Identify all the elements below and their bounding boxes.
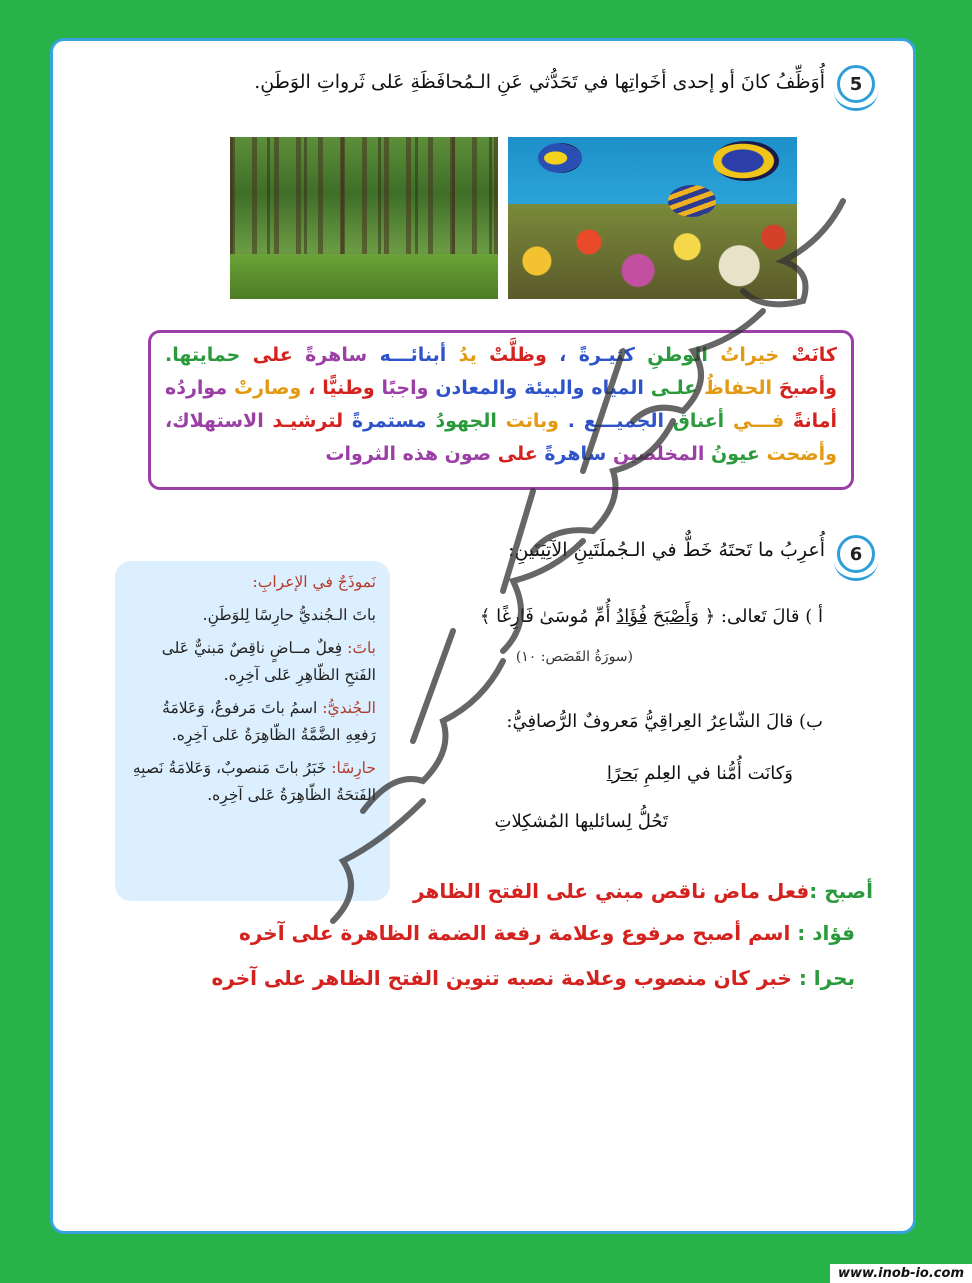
passage-word: الجميـــع . bbox=[558, 410, 665, 432]
passage-word: مواردُه bbox=[165, 377, 228, 399]
model-line-1: باتَ: فِعلٌ مــاضٍ ناقِصٌ مَبنيٌّ عَلى الفَتحِ الظّاهِرِ عَلى آخِرِه. bbox=[161, 639, 376, 684]
passage-word: واجبًا bbox=[374, 377, 429, 399]
passage-word: خيراتُ bbox=[707, 344, 780, 366]
underlined-word-asbaha: أَصْبَحَ bbox=[652, 606, 691, 627]
question-6-number: 6 bbox=[837, 535, 875, 573]
forest-image bbox=[230, 137, 498, 299]
passage-word: على bbox=[491, 443, 538, 465]
passage-word: الاستهلاك، bbox=[165, 410, 264, 432]
answer-text-3: خبر كان منصوب وعلامة نصبه تنوين الفتح الظاهر على آخره bbox=[211, 966, 799, 990]
fish-shape bbox=[713, 141, 779, 181]
answer-line-1 bbox=[413, 879, 873, 903]
fish-shape bbox=[538, 143, 582, 173]
model-sentence: باتَ الـجُنديُّ حارِسًا لِلوَطَنِ. bbox=[202, 606, 376, 624]
quran-verse: ﴿ وَأَصْبَحَ فُؤَادُ أُمِّ مُوسَىٰ فَارِغًا ﴾ bbox=[479, 606, 716, 627]
answer-line-2 bbox=[239, 921, 855, 945]
passage-word: حمايتها. bbox=[165, 344, 241, 366]
passage-word: أبنائـــه bbox=[367, 344, 447, 366]
passage-word: عيونُ bbox=[704, 443, 760, 465]
question-5-text: أُوَظِّفُ كانَ أو إحدى أخَواتِها في تَحَدُّثي عَنِ الـمُحافَظَةِ عَلى ثَرواتِ الوَطَنِ. bbox=[254, 71, 825, 93]
passage-word: أعناق bbox=[664, 410, 725, 432]
passage-word: وصارتْ bbox=[227, 377, 302, 399]
passage-word: يدُ bbox=[446, 344, 477, 366]
answer-text-1: فعل ماض ناقص مبني على الفتح الظاهر bbox=[413, 879, 810, 903]
worksheet-page bbox=[50, 38, 916, 1234]
answer-word-3: بحرا : bbox=[798, 966, 855, 990]
question-5-number: 5 bbox=[837, 65, 875, 103]
model-word-1: باتَ: bbox=[347, 639, 376, 657]
passage-word: هذه الثروات bbox=[325, 443, 439, 465]
passage-word: الجهودُ bbox=[426, 410, 497, 432]
passage-word: مستمرةً bbox=[343, 410, 427, 432]
model-line-2: الـجُنديُّ: اسمُ باتَ مَرفوعٌ، وَعَلامَةُ رَفعِهِ الضَّمَّةُ الظّاهِرَةُ عَلى آخِرِه. bbox=[162, 699, 376, 744]
passage-word: أمانةً bbox=[784, 410, 837, 432]
model-title: نَموذَجٌ في الإعرابِ: bbox=[252, 573, 376, 591]
answer-word-2: فؤاد : bbox=[797, 921, 855, 945]
question-6b: ب) قالَ الشّاعِرُ العِراقِيُّ مَعروفٌ الرُّصافِيُّ: bbox=[506, 711, 823, 732]
passage-word: علـى bbox=[643, 377, 698, 399]
question-6-text: أُعرِبُ ما تَحتَهُ خَطٌّ في الـجُملَتَينِ الآتِيَتَينِ: bbox=[508, 539, 825, 561]
poem-line-1: وَكانَت أُمُّنا في العِلمِ بَحرًا bbox=[606, 763, 793, 784]
passage-word: وطنيًّا ، bbox=[301, 377, 375, 399]
passage-box bbox=[148, 330, 854, 490]
verse-source: (سورَةُ القَصَص: ١٠) bbox=[515, 649, 633, 665]
passage-word: وأصبحَ bbox=[771, 377, 837, 399]
fish-shape bbox=[668, 185, 716, 217]
passage-word: الحفاظُ bbox=[697, 377, 772, 399]
parsing-model-box bbox=[115, 561, 390, 901]
passage-word: وباتت bbox=[496, 410, 559, 432]
answer-word-1: أصبح : bbox=[809, 879, 873, 903]
question-6a-intro: قالَ تَعالى: bbox=[720, 606, 800, 627]
passage-word: كانَتْ bbox=[779, 344, 837, 366]
passage-word: المخلصين bbox=[606, 443, 705, 465]
answer-text-2: اسم أصبح مرفوع وعلامة رفعة الضمة الظاهرة على آخره bbox=[239, 921, 798, 945]
passage-word: وظلَّتْ bbox=[476, 344, 547, 366]
underlined-word-bahran: بَحرًا bbox=[606, 763, 639, 784]
passage-word: وأضحت bbox=[759, 443, 837, 465]
passage-word: المياه والبيئة والمعادن bbox=[428, 377, 644, 399]
question-6a bbox=[480, 606, 823, 627]
model-word-3: حارِسًا: bbox=[331, 759, 376, 777]
passage-word: الوطنِ bbox=[634, 344, 708, 366]
coral-shape bbox=[508, 204, 797, 299]
passage-word: صون bbox=[438, 443, 492, 465]
site-footer: www.inob-io.com bbox=[830, 1264, 972, 1283]
passage-word: لترشيـد bbox=[263, 410, 344, 432]
passage-word: على bbox=[240, 344, 293, 366]
passage-word: فـــي bbox=[724, 410, 785, 432]
question-6a-label: أ ) bbox=[805, 606, 823, 627]
underlined-word-fuad: فُؤَادُ bbox=[616, 606, 648, 627]
model-word-2: الـجُنديُّ: bbox=[322, 699, 376, 717]
poem-line-2: تَحُلُّ لِسائليها المُشكِلاتِ bbox=[494, 811, 668, 832]
coral-reef-image bbox=[508, 137, 797, 299]
passage-word: كثيـرةً ، bbox=[546, 344, 635, 366]
passage-word: ساهرةً bbox=[292, 344, 368, 366]
answer-line-3 bbox=[211, 966, 855, 990]
passage-word: ساهرةً bbox=[537, 443, 607, 465]
model-line-3: حارِسًا: خَبَرُ باتَ مَنصوبٌ، وَعَلامَةُ نَصبِهِ الفَتحَةُ الظّاهِرَةُ عَلى آخِرِه. bbox=[132, 759, 376, 804]
